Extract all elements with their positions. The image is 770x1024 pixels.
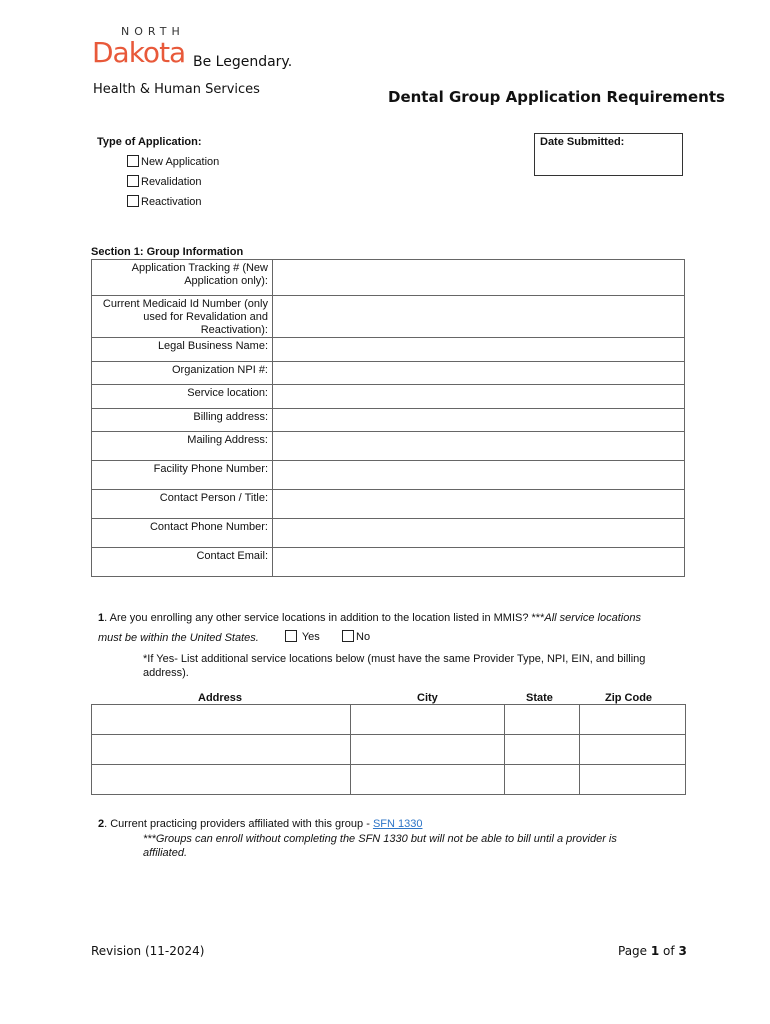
cell-zip[interactable]	[580, 765, 686, 795]
checkbox-new-application[interactable]	[127, 155, 139, 167]
column-address: Address	[198, 692, 243, 704]
table-row	[92, 705, 686, 735]
field-legal-business-name[interactable]	[273, 338, 685, 362]
cell-state[interactable]	[505, 735, 580, 765]
question2-text: 2. Current practicing providers affiliated with this group - SFN 1330	[98, 818, 423, 830]
logo-north-text: NORTH	[121, 25, 185, 38]
field-label-mailing-address: Mailing Address:	[92, 432, 273, 461]
field-label-contact-email: Contact Email:	[92, 548, 273, 577]
column-zip: Zip Code	[605, 692, 653, 704]
field-mailing-address[interactable]	[273, 432, 685, 461]
field-label-legal-name: Legal Business Name:	[92, 338, 273, 362]
field-label-contact-phone: Contact Phone Number:	[92, 519, 273, 548]
cell-address[interactable]	[92, 765, 351, 795]
option-yes[interactable]: Yes	[285, 630, 320, 643]
cell-state[interactable]	[505, 705, 580, 735]
cell-city[interactable]	[351, 735, 505, 765]
checkbox-no[interactable]	[342, 630, 354, 642]
revision-label: Revision (11-2024)	[91, 944, 205, 958]
cell-zip[interactable]	[580, 705, 686, 735]
field-label-service-location: Service location:	[92, 385, 273, 409]
question1-note: must be within the United States.	[98, 632, 259, 644]
question1-instruction: *If Yes- List additional service locations below (must have the same Provider Type, NPI, EIN, and billing address).	[143, 653, 646, 679]
additional-locations-table	[91, 704, 686, 795]
application-type-label: Type of Application:	[97, 136, 202, 148]
question1-text: 1. Are you enrolling any other service locations in addition to the location listed in MMIS? ***All service locations	[98, 612, 641, 624]
field-label-tracking: Application Tracking # (New Application only):	[92, 260, 273, 296]
logo-tagline: Be Legendary.	[193, 54, 293, 70]
field-medicaid-id[interactable]	[273, 296, 685, 338]
sfn-1330-link[interactable]: SFN 1330	[372, 818, 423, 830]
page-indicator: Page 1 of 3	[618, 944, 687, 958]
field-contact-email[interactable]	[273, 548, 685, 577]
field-label-facility-phone: Facility Phone Number:	[92, 461, 273, 490]
logo-dakota-text: Dakota	[92, 36, 186, 69]
question2-note: ***Groups can enroll without completing the SFN 1330 but will not be able to bill until a provider is affiliated.	[143, 833, 617, 859]
checkbox-reactivation[interactable]	[127, 195, 139, 207]
table-row	[92, 765, 686, 795]
field-organization-npi[interactable]	[273, 362, 685, 385]
field-service-location[interactable]	[273, 385, 685, 409]
column-state: State	[526, 692, 553, 704]
cell-city[interactable]	[351, 705, 505, 735]
field-label-npi: Organization NPI #:	[92, 362, 273, 385]
cell-city[interactable]	[351, 765, 505, 795]
field-label-billing-address: Billing address:	[92, 409, 273, 432]
section1-heading: Section 1: Group Information	[91, 246, 244, 258]
cell-address[interactable]	[92, 705, 351, 735]
document-title: Dental Group Application Requirements	[388, 88, 725, 106]
cell-state[interactable]	[505, 765, 580, 795]
field-contact-phone[interactable]	[273, 519, 685, 548]
field-label-medicaid-id: Current Medicaid Id Number (only used for Revalidation and Reactivation):	[92, 296, 273, 338]
option-revalidation[interactable]: Revalidation	[127, 175, 202, 188]
option-reactivation[interactable]: Reactivation	[127, 195, 202, 208]
cell-address[interactable]	[92, 735, 351, 765]
field-contact-person[interactable]	[273, 490, 685, 519]
group-information-table	[91, 259, 685, 577]
field-label-contact-person: Contact Person / Title:	[92, 490, 273, 519]
department-name: Health & Human Services	[93, 82, 260, 97]
date-submitted-label: Date Submitted:	[540, 136, 625, 148]
checkbox-yes[interactable]	[285, 630, 297, 642]
option-new-application[interactable]: New Application	[127, 155, 219, 168]
table-row	[92, 735, 686, 765]
field-facility-phone[interactable]	[273, 461, 685, 490]
option-no[interactable]: No	[342, 630, 370, 643]
cell-zip[interactable]	[580, 735, 686, 765]
field-billing-address[interactable]	[273, 409, 685, 432]
column-city: City	[417, 692, 438, 704]
checkbox-revalidation[interactable]	[127, 175, 139, 187]
field-tracking-number[interactable]	[273, 260, 685, 296]
